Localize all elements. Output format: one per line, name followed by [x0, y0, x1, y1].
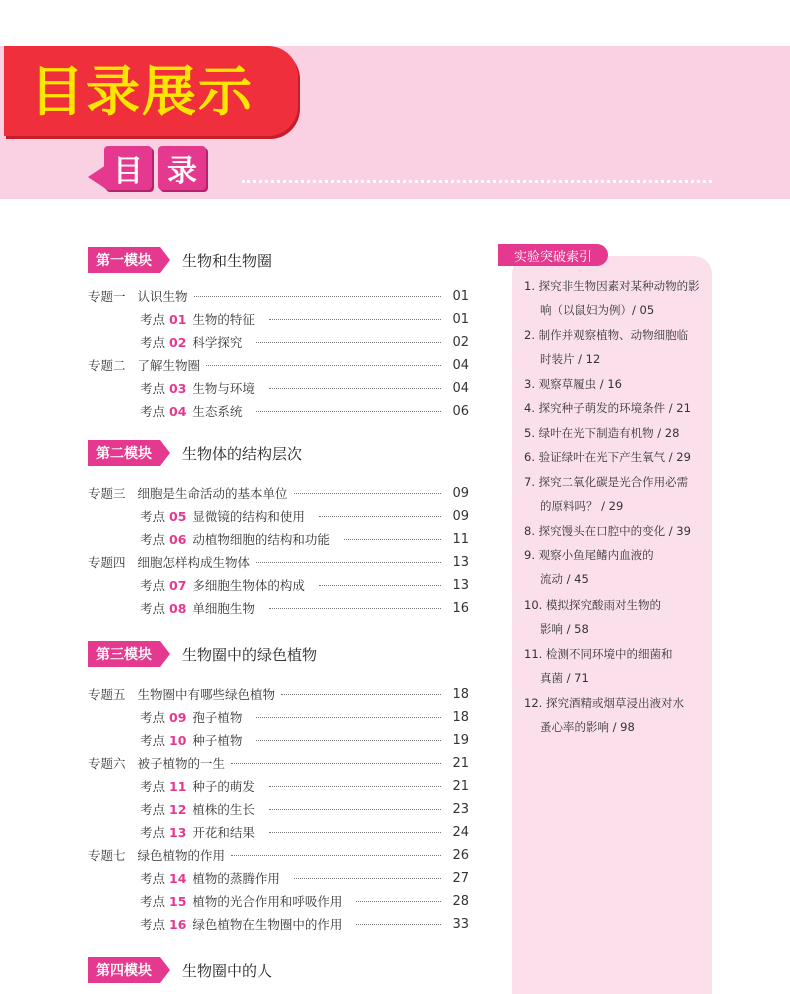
experiment-item[interactable] [524, 372, 622, 396]
page-number: 04 [452, 357, 469, 373]
page-number: 24 [452, 824, 469, 840]
topic-label: 专题五 [88, 687, 126, 702]
point-row[interactable] [140, 914, 469, 934]
point-number: 07 [169, 578, 187, 593]
point-number: 08 [169, 601, 187, 616]
module-tag: 第一模块 [88, 247, 160, 273]
point-title: 生物与环境 [192, 381, 255, 396]
dot-leader [231, 855, 441, 856]
mulu-heading [88, 146, 212, 190]
page-number: 23 [452, 801, 469, 817]
point-label: 考点 [140, 404, 166, 419]
module-title: 生物圈中的绿色植物 [182, 645, 318, 664]
page-number: 19 [452, 732, 469, 748]
experiment-line: 6. 验证绿叶在光下产生氧气 / 29 [524, 450, 691, 464]
point-title: 科学探究 [192, 335, 243, 350]
point-number: 09 [169, 710, 187, 725]
dot-leader [206, 365, 441, 366]
point-label: 考点 [140, 871, 166, 886]
page-number: 28 [452, 893, 469, 909]
point-title: 植物的蒸腾作用 [192, 871, 280, 886]
experiment-item[interactable] [524, 396, 691, 420]
page-number: 01 [452, 311, 469, 327]
point-number: 03 [169, 381, 187, 396]
page-number: 11 [452, 531, 469, 547]
point-number: 12 [169, 802, 187, 817]
banner-title: 目录展示 [30, 60, 254, 123]
point-row[interactable] [140, 575, 469, 595]
module-tag: 第四模块 [88, 957, 160, 983]
experiment-line: 10. 模拟探究酸雨对生物的 [524, 598, 661, 612]
dot-leader [269, 832, 441, 833]
topic-title: 细胞是生命活动的基本单位 [137, 486, 288, 501]
experiment-item[interactable] [524, 445, 691, 469]
page-number: 33 [452, 916, 469, 932]
module-tag: 第二模块 [88, 440, 160, 466]
experiment-line: 蚤心率的影响 / 98 [540, 720, 635, 734]
dot-leader [281, 694, 441, 695]
page-number: 18 [452, 709, 469, 725]
point-row[interactable] [140, 598, 469, 618]
experiment-line: 11. 检测不同环境中的细菌和 [524, 647, 673, 661]
experiment-item[interactable] [524, 691, 684, 739]
point-number: 01 [169, 312, 187, 327]
topic-title: 生物圈中有哪些绿色植物 [137, 687, 276, 702]
point-label: 考点 [140, 733, 166, 748]
experiment-line: 1. 探究非生物因素对某种动物的影 [524, 279, 700, 293]
dot-leader [319, 516, 441, 517]
page-number: 09 [452, 485, 469, 501]
point-row[interactable] [140, 799, 469, 819]
point-label: 考点 [140, 509, 166, 524]
topic-title: 了解生物圈 [137, 358, 201, 373]
topic-title: 绿色植物的作用 [137, 848, 226, 863]
topic-row[interactable] [88, 684, 469, 704]
experiment-item[interactable] [524, 274, 700, 322]
point-row[interactable] [140, 378, 469, 398]
point-title: 孢子植物 [192, 710, 243, 725]
topic-label: 专题七 [88, 848, 126, 863]
module-title: 生物和生物圈 [182, 251, 273, 270]
experiment-item[interactable] [524, 642, 672, 690]
topic-row[interactable] [88, 355, 469, 375]
dot-leader [356, 924, 441, 925]
experiment-line: 的原料吗？ / 29 [540, 499, 624, 513]
page-number: 18 [452, 686, 469, 702]
point-number: 16 [169, 917, 187, 932]
point-row[interactable] [140, 529, 469, 549]
experiment-item[interactable] [524, 593, 661, 641]
point-number: 06 [169, 532, 187, 547]
point-label: 考点 [140, 578, 166, 593]
experiment-item[interactable] [524, 470, 688, 518]
dot-leader [256, 717, 441, 718]
point-title: 种子植物 [192, 733, 243, 748]
point-number: 05 [169, 509, 187, 524]
point-row[interactable] [140, 776, 469, 796]
dot-leader [194, 296, 441, 297]
page-number: 01 [452, 288, 469, 304]
dot-leader [269, 608, 441, 609]
module-title: 生物体的结构层次 [182, 444, 303, 463]
module-4-heading[interactable] [88, 956, 272, 984]
experiment-line: 5. 绿叶在光下制造有机物 / 28 [524, 426, 680, 440]
point-label: 考点 [140, 917, 166, 932]
point-label: 考点 [140, 825, 166, 840]
point-row[interactable] [140, 401, 469, 421]
topic-row[interactable] [88, 845, 469, 865]
dot-leader [256, 740, 441, 741]
point-row[interactable] [140, 332, 469, 352]
dot-leader [269, 388, 441, 389]
point-label: 考点 [140, 312, 166, 327]
point-row[interactable] [140, 822, 469, 842]
dot-leader [319, 585, 441, 586]
dot-leader [294, 493, 441, 494]
point-label: 考点 [140, 532, 166, 547]
point-title: 单细胞生物 [192, 601, 255, 616]
point-label: 考点 [140, 335, 166, 350]
experiment-item[interactable] [524, 519, 691, 543]
topic-label: 专题二 [88, 358, 126, 373]
dot-leader [256, 411, 441, 412]
page-number: 09 [452, 508, 469, 524]
dot-leader [256, 342, 441, 343]
point-title: 动植物细胞的结构和功能 [192, 532, 330, 547]
experiment-panel-title: 实验突破索引 [498, 244, 608, 266]
topic-row[interactable] [88, 753, 469, 773]
point-label: 考点 [140, 779, 166, 794]
topic-title: 被子植物的一生 [137, 756, 226, 771]
point-number: 14 [169, 871, 187, 886]
point-number: 15 [169, 894, 187, 909]
experiment-line: 9. 观察小鱼尾鳍内血液的 [524, 548, 654, 562]
experiment-item[interactable] [524, 543, 654, 591]
point-title: 显微镜的结构和使用 [192, 509, 305, 524]
topic-row[interactable] [88, 286, 469, 306]
experiment-item[interactable] [524, 323, 688, 371]
point-title: 开花和结果 [192, 825, 255, 840]
experiment-line: 响（以鼠妇为例）/ 05 [540, 303, 655, 317]
experiment-item[interactable] [524, 421, 679, 445]
module-2-heading[interactable] [88, 439, 302, 467]
point-number: 10 [169, 733, 187, 748]
mulu-char-2: 录 [158, 146, 206, 190]
point-title: 绿色植物在生物圈中的作用 [192, 917, 343, 932]
module-1-heading[interactable] [88, 246, 272, 274]
topic-title: 认识生物 [137, 289, 188, 304]
point-label: 考点 [140, 894, 166, 909]
page-number: 13 [452, 577, 469, 593]
page-number: 16 [452, 600, 469, 616]
experiment-line: 7. 探究二氧化碳是光合作用必需 [524, 475, 689, 489]
dot-leader [269, 319, 441, 320]
point-row[interactable] [140, 868, 469, 888]
dot-leader [294, 878, 441, 879]
point-label: 考点 [140, 710, 166, 725]
topic-row[interactable] [88, 552, 469, 572]
experiment-line: 3. 观察草履虫 / 16 [524, 377, 622, 391]
topic-label: 专题一 [88, 289, 126, 304]
point-number: 02 [169, 335, 187, 350]
page-number: 06 [452, 403, 469, 419]
point-label: 考点 [140, 601, 166, 616]
module-3-heading[interactable] [88, 640, 317, 668]
point-title: 生物的特征 [192, 312, 255, 327]
topic-title: 细胞怎样构成生物体 [137, 555, 251, 570]
experiment-line: 时装片 / 12 [540, 352, 601, 366]
experiment-line: 2. 制作并观察植物、动物细胞临 [524, 328, 689, 342]
dot-leader [256, 562, 441, 563]
point-row[interactable] [140, 309, 469, 329]
point-title: 种子的萌发 [192, 779, 255, 794]
point-row[interactable] [140, 707, 469, 727]
point-row[interactable] [140, 506, 469, 526]
point-row[interactable] [140, 730, 469, 750]
point-title: 多细胞生物体的构成 [192, 578, 305, 593]
page-number: 27 [452, 870, 469, 886]
dot-leader [344, 539, 441, 540]
point-number: 11 [169, 779, 187, 794]
experiment-line: 流动 / 45 [540, 572, 589, 586]
page-number: 21 [452, 778, 469, 794]
point-number: 13 [169, 825, 187, 840]
mulu-char-1: 目 [104, 146, 152, 190]
module-title: 生物圈中的人 [182, 961, 273, 980]
page-number: 02 [452, 334, 469, 350]
point-title: 植株的生长 [192, 802, 255, 817]
experiment-line: 8. 探究馒头在口腔中的变化 / 39 [524, 524, 691, 538]
topic-label: 专题六 [88, 756, 126, 771]
page-number: 26 [452, 847, 469, 863]
point-row[interactable] [140, 891, 469, 911]
experiment-line: 4. 探究种子萌发的环境条件 / 21 [524, 401, 691, 415]
module-tag: 第三模块 [88, 641, 160, 667]
dot-leader [269, 786, 441, 787]
dot-leader [356, 901, 441, 902]
experiment-line: 12. 探究酒精或烟草浸出液对水 [524, 696, 684, 710]
dot-leader [269, 809, 441, 810]
point-label: 考点 [140, 381, 166, 396]
topic-label: 专题三 [88, 486, 126, 501]
dotted-divider [242, 180, 712, 183]
topic-row[interactable] [88, 483, 469, 503]
point-label: 考点 [140, 802, 166, 817]
page-number: 21 [452, 755, 469, 771]
experiment-line: 影响 / 58 [540, 622, 589, 636]
dot-leader [231, 763, 441, 764]
page-number: 13 [452, 554, 469, 570]
topic-label: 专题四 [88, 555, 126, 570]
page-number: 04 [452, 380, 469, 396]
point-title: 生态系统 [192, 404, 243, 419]
point-title: 植物的光合作用和呼吸作用 [192, 894, 343, 909]
experiment-line: 真菌 / 71 [540, 671, 589, 685]
point-number: 04 [169, 404, 187, 419]
